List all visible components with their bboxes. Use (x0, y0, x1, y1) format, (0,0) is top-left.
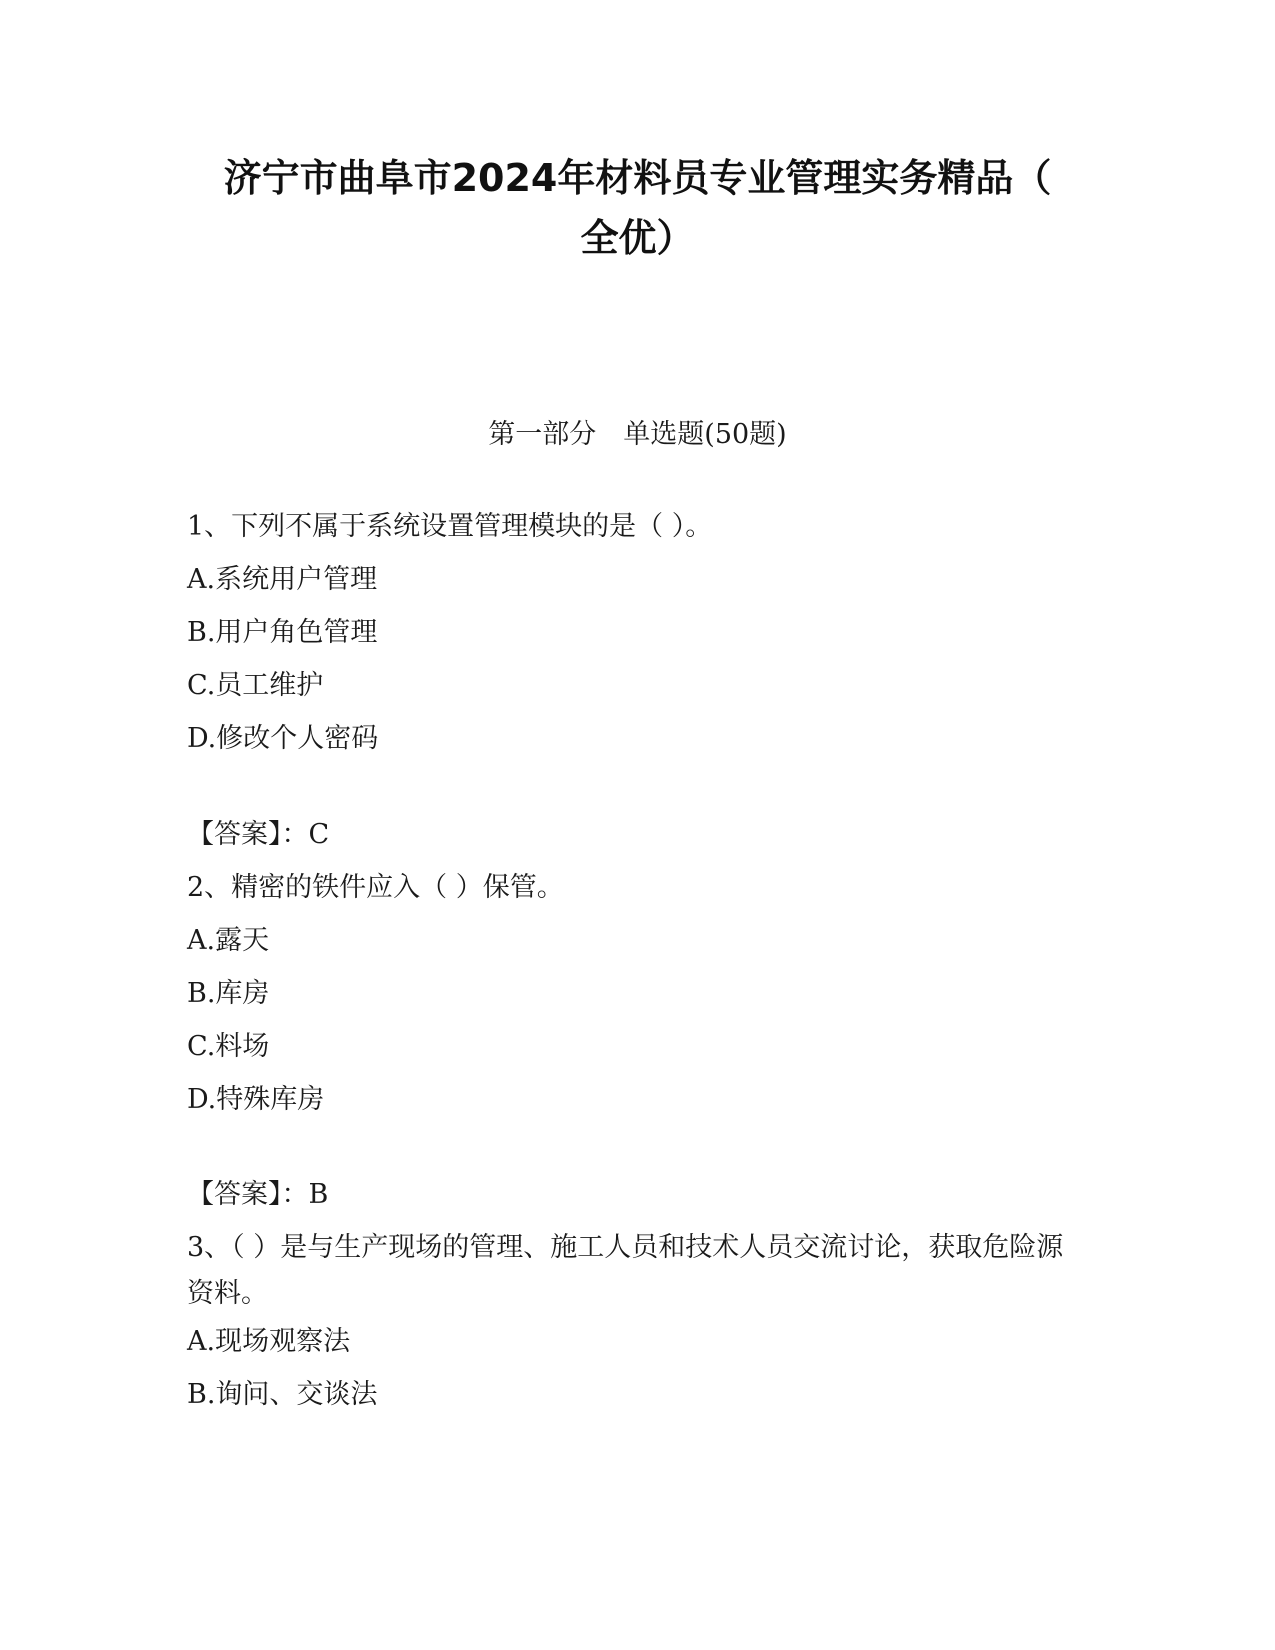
question-1-option-b: B.用户角色管理 (187, 617, 378, 648)
question-2-option-b: B.库房 (187, 978, 270, 1009)
question-3-option-b: B.询问、交谈法 (187, 1379, 378, 1410)
section-heading: 第一部分 单选题(50题) (488, 419, 787, 450)
question-1-stem: 1、下列不属于系统设置管理模块的是（ ）。 (187, 511, 713, 542)
question-1-option-d: D.修改个人密码 (187, 723, 379, 754)
question-2-option-d: D.特殊库房 (187, 1084, 325, 1115)
question-1-option-a: A.系统用户管理 (187, 564, 378, 595)
question-1-option-c: C.员工维护 (187, 670, 324, 701)
document-title-line-2: 全优） (580, 216, 695, 260)
question-2-option-c: C.料场 (187, 1031, 270, 1062)
document-title (150, 148, 1125, 268)
document-title-line-1: 济宁市曲阜市2024年材料员专业管理实务精品（ (223, 156, 1052, 200)
question-3-option-a: A.现场观察法 (187, 1326, 351, 1357)
question-2-stem: 2、精密的铁件应入（ ）保管。 (187, 872, 564, 903)
question-1-answer: 【答案】：C (187, 819, 330, 850)
question-2-answer: 【答案】：B (187, 1179, 329, 1210)
question-3-stem: 3、（ ）是与生产现场的管理、施工人员和技术人员交流讨论，获取危险源资料。 (187, 1232, 1064, 1309)
question-2-option-a: A.露天 (187, 925, 270, 956)
